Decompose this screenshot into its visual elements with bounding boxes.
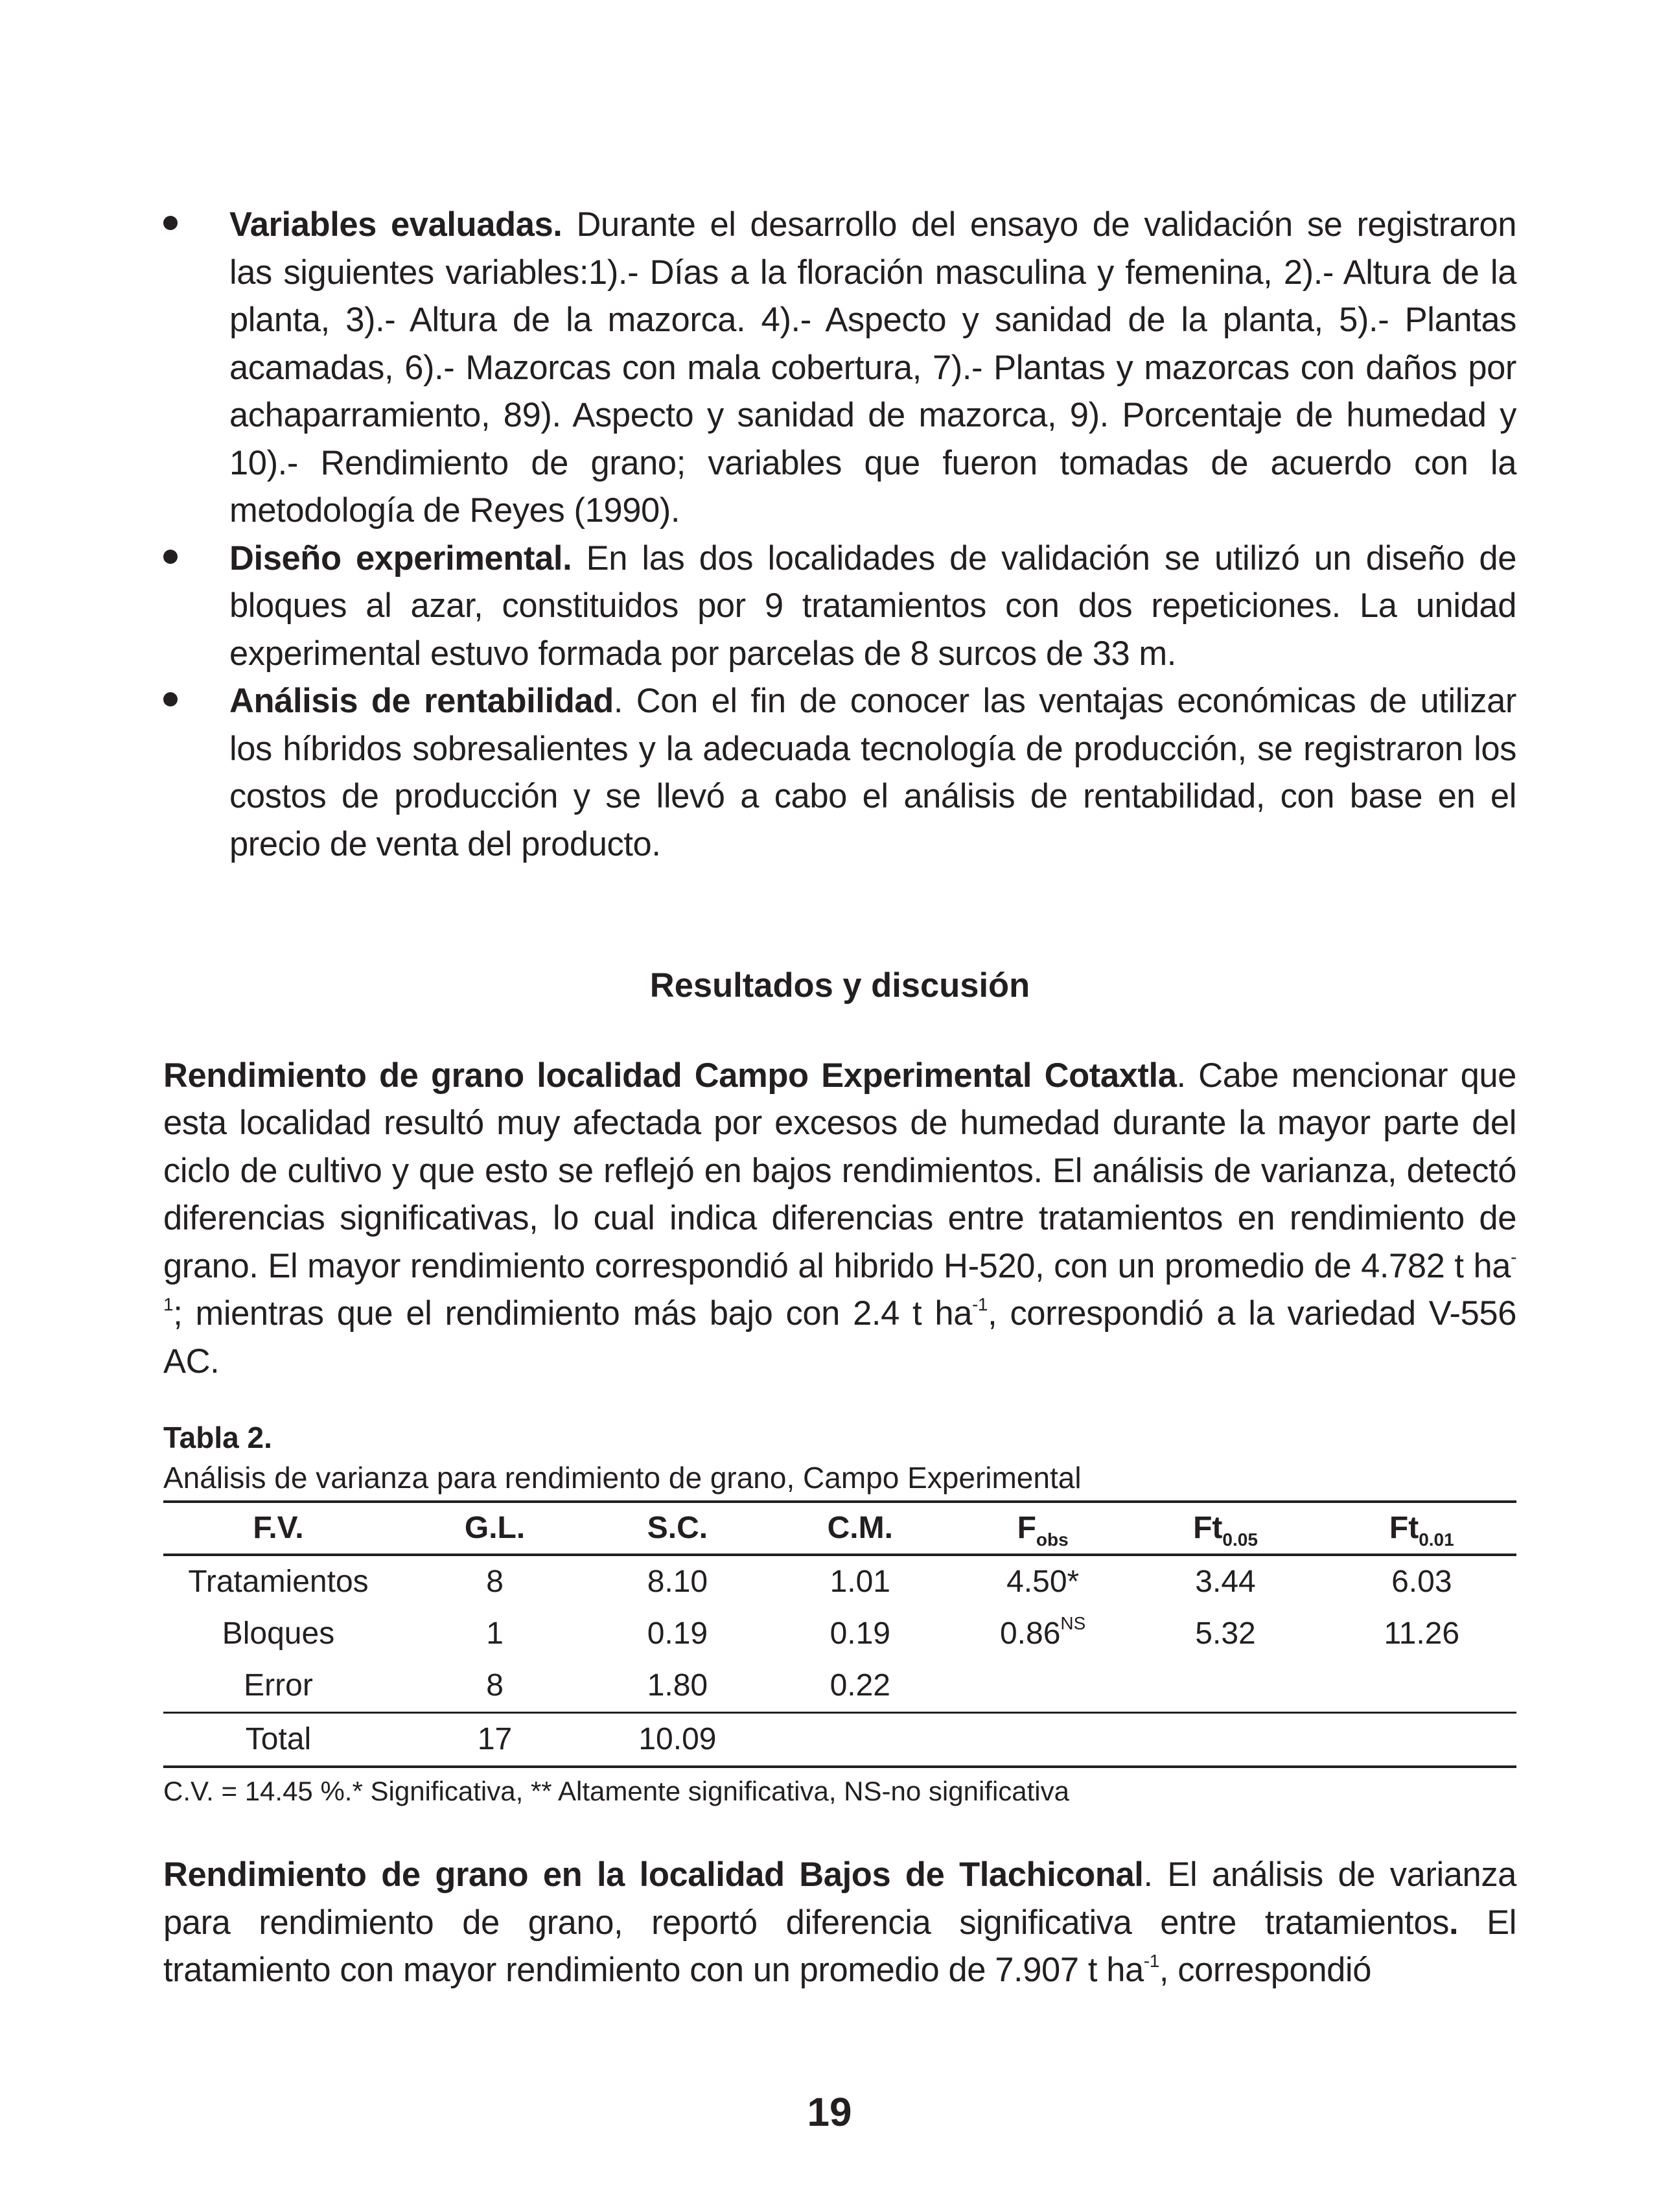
cell-gl: 8 bbox=[486, 1668, 504, 1703]
header-subscript: 0.01 bbox=[1419, 1530, 1454, 1550]
bullet-item-variables bbox=[163, 201, 1516, 535]
bullet-title: Variables evaluadas. bbox=[229, 205, 563, 244]
cell-ft05: 5.32 bbox=[1195, 1616, 1256, 1651]
cell-gl: 1 bbox=[486, 1616, 504, 1651]
paragraph-text: . El análisis de varianza para rendimiento de grano, reportó diferencia significativa entre tratamientos bbox=[163, 1856, 1516, 1942]
cell-fobs bbox=[962, 1660, 1124, 1713]
bullet-body: Durante el desarrollo del ensayo de validación se registraron las siguientes variables:1).- Días a la floración masculina y femenina, 2).- Altura de la planta, 3).- Altura de la mazorca. 4).- Aspecto y sanidad de la planta, 5).- Plantas acamadas, 6).- Mazorcas con mala cobertura, 7).- Plantas y mazorcas con daños por achaparramiento, 89). Aspecto y sanidad de mazorca, 9). Porcentaje de humedad y 10).- Rendimiento de grano; variables que fueron tomadas de acuerdo con la metodología de Reyes (1990). bbox=[229, 205, 1517, 530]
cell-fobs bbox=[962, 1608, 1124, 1660]
table-block bbox=[163, 1417, 1516, 1811]
cell-empty bbox=[759, 1713, 962, 1767]
paragraph-title: Rendimiento de grano en la localidad Bajos de Tlachiconal bbox=[163, 1856, 1144, 1894]
cell-value: 0.86 bbox=[999, 1616, 1061, 1651]
cell-sc: 1.80 bbox=[647, 1668, 708, 1703]
paragraph-tlachiconal bbox=[163, 1851, 1516, 1994]
header-cm: C.M. bbox=[759, 1502, 962, 1555]
paragraph-text: El tratamiento con mayor rendimiento con un promedio de 7.907 t ha bbox=[163, 1903, 1516, 1989]
bullet-dot-icon bbox=[163, 216, 178, 230]
bullet-dot-icon bbox=[163, 550, 178, 564]
header-fv: F.V. bbox=[163, 1502, 393, 1555]
anova-table bbox=[163, 1500, 1516, 1768]
cell-empty bbox=[1327, 1713, 1516, 1767]
header-gl: G.L. bbox=[393, 1502, 596, 1555]
table-caption: Análisis de varianza para rendimiento de grano, Campo Experimental bbox=[163, 1461, 1082, 1495]
header-subscript: 0.05 bbox=[1222, 1530, 1258, 1550]
cell-ft05 bbox=[1124, 1660, 1327, 1713]
cell-ft01: 6.03 bbox=[1391, 1565, 1452, 1599]
cell-superscript: NS bbox=[1060, 1613, 1086, 1633]
table-row bbox=[163, 1608, 1516, 1660]
superscript: -1 bbox=[972, 1294, 988, 1314]
cell-ft01: 11.26 bbox=[1384, 1616, 1460, 1651]
page-content bbox=[163, 201, 1516, 1994]
bullet-text bbox=[229, 201, 1516, 535]
cell-empty bbox=[962, 1713, 1124, 1767]
superscript: -1 bbox=[163, 1246, 1516, 1314]
table-row bbox=[163, 1555, 1516, 1608]
cell-sc: 0.19 bbox=[647, 1616, 708, 1651]
header-label: F bbox=[1017, 1511, 1036, 1545]
bullet-dot-icon bbox=[163, 692, 178, 706]
table-row bbox=[163, 1660, 1516, 1713]
cell-sc: 10.09 bbox=[596, 1713, 759, 1767]
paragraph-text: ; mientras que el rendimiento más bajo con 2.4 t ha bbox=[173, 1294, 972, 1333]
paragraph-bold-dot: . bbox=[1448, 1903, 1459, 1942]
table-note: C.V. = 14.45 %.* Significativa, ** Altamente significativa, NS-no significativa bbox=[163, 1776, 1069, 1806]
cell-fobs bbox=[962, 1555, 1124, 1608]
cell-fv: Bloques bbox=[222, 1616, 335, 1651]
bullet-item-diseno bbox=[163, 535, 1516, 678]
bullet-body: . Con el fin de conocer las ventajas económicas de utilizar los híbridos sobresalientes y la adecuada tecnología de producción, se registraron los costos de producción y se llevó a cabo el análisis de rentabilidad, con base en el precio de venta del producto. bbox=[229, 682, 1516, 863]
cell-gl: 17 bbox=[393, 1713, 596, 1767]
method-bullet-list bbox=[163, 201, 1516, 868]
bullet-text bbox=[229, 535, 1516, 678]
cell-cm: 0.19 bbox=[830, 1616, 890, 1651]
header-label: Ft bbox=[1389, 1511, 1419, 1545]
table-title: Tabla 2. bbox=[163, 1421, 272, 1454]
cell-gl: 8 bbox=[486, 1565, 504, 1599]
cell-empty bbox=[1124, 1713, 1327, 1767]
cell-sc: 8.10 bbox=[647, 1565, 708, 1599]
superscript: -1 bbox=[1143, 1951, 1159, 1971]
page-number: 19 bbox=[807, 2090, 852, 2135]
cell-fv: Error bbox=[244, 1668, 313, 1703]
cell-ft01 bbox=[1327, 1660, 1516, 1713]
paragraph-text: . Cabe mencionar que esta localidad resultó muy afectada por excesos de humedad durante la mayor parte del ciclo de cultivo y que esto se reflejó en bajos rendimientos. El análisis de varianza, detectó diferencias significativas, lo cual indica diferencias entre tratamientos en rendimiento de grano. El mayor rendimiento correspondió al hibrido H-520, con un promedio de 4.782 t ha bbox=[163, 1056, 1516, 1285]
bullet-body: En las dos localidades de validación se utilizó un diseño de bloques al azar, constituidos por 9 tratamientos con dos repeticiones. La unidad experimental estuvo formada por parcelas de 8 surcos de 33 m. bbox=[229, 539, 1516, 673]
bullet-item-rentabilidad bbox=[163, 677, 1516, 868]
bullet-title: Análisis de rentabilidad bbox=[229, 682, 614, 720]
section-heading: Resultados y discusión bbox=[649, 966, 1030, 1005]
paragraph-cotaxtla bbox=[163, 1052, 1516, 1386]
cell-fv: Total bbox=[163, 1713, 393, 1767]
header-fobs bbox=[962, 1502, 1124, 1555]
header-subscript: obs bbox=[1036, 1530, 1069, 1550]
bullet-text bbox=[229, 677, 1516, 868]
header-ft05 bbox=[1124, 1502, 1327, 1555]
table-header-row bbox=[163, 1502, 1516, 1555]
header-ft01 bbox=[1327, 1502, 1516, 1555]
header-sc: S.C. bbox=[596, 1502, 759, 1555]
cell-cm: 1.01 bbox=[830, 1565, 890, 1599]
header-label: Ft bbox=[1193, 1511, 1223, 1545]
paragraph-text: , correspondió a la variedad V-556 AC. bbox=[163, 1294, 1516, 1380]
table-total-row bbox=[163, 1713, 1516, 1767]
paragraph-title: Rendimiento de grano localidad Campo Experimental Cotaxtla bbox=[163, 1056, 1177, 1095]
paragraph-text: , correspondió bbox=[1159, 1951, 1371, 1989]
cell-value: 4.50* bbox=[1006, 1565, 1080, 1599]
cell-fv: Tratamientos bbox=[188, 1565, 369, 1599]
cell-cm: 0.22 bbox=[830, 1668, 890, 1703]
cell-ft05: 3.44 bbox=[1195, 1565, 1256, 1599]
bullet-title: Diseño experimental. bbox=[229, 539, 572, 577]
